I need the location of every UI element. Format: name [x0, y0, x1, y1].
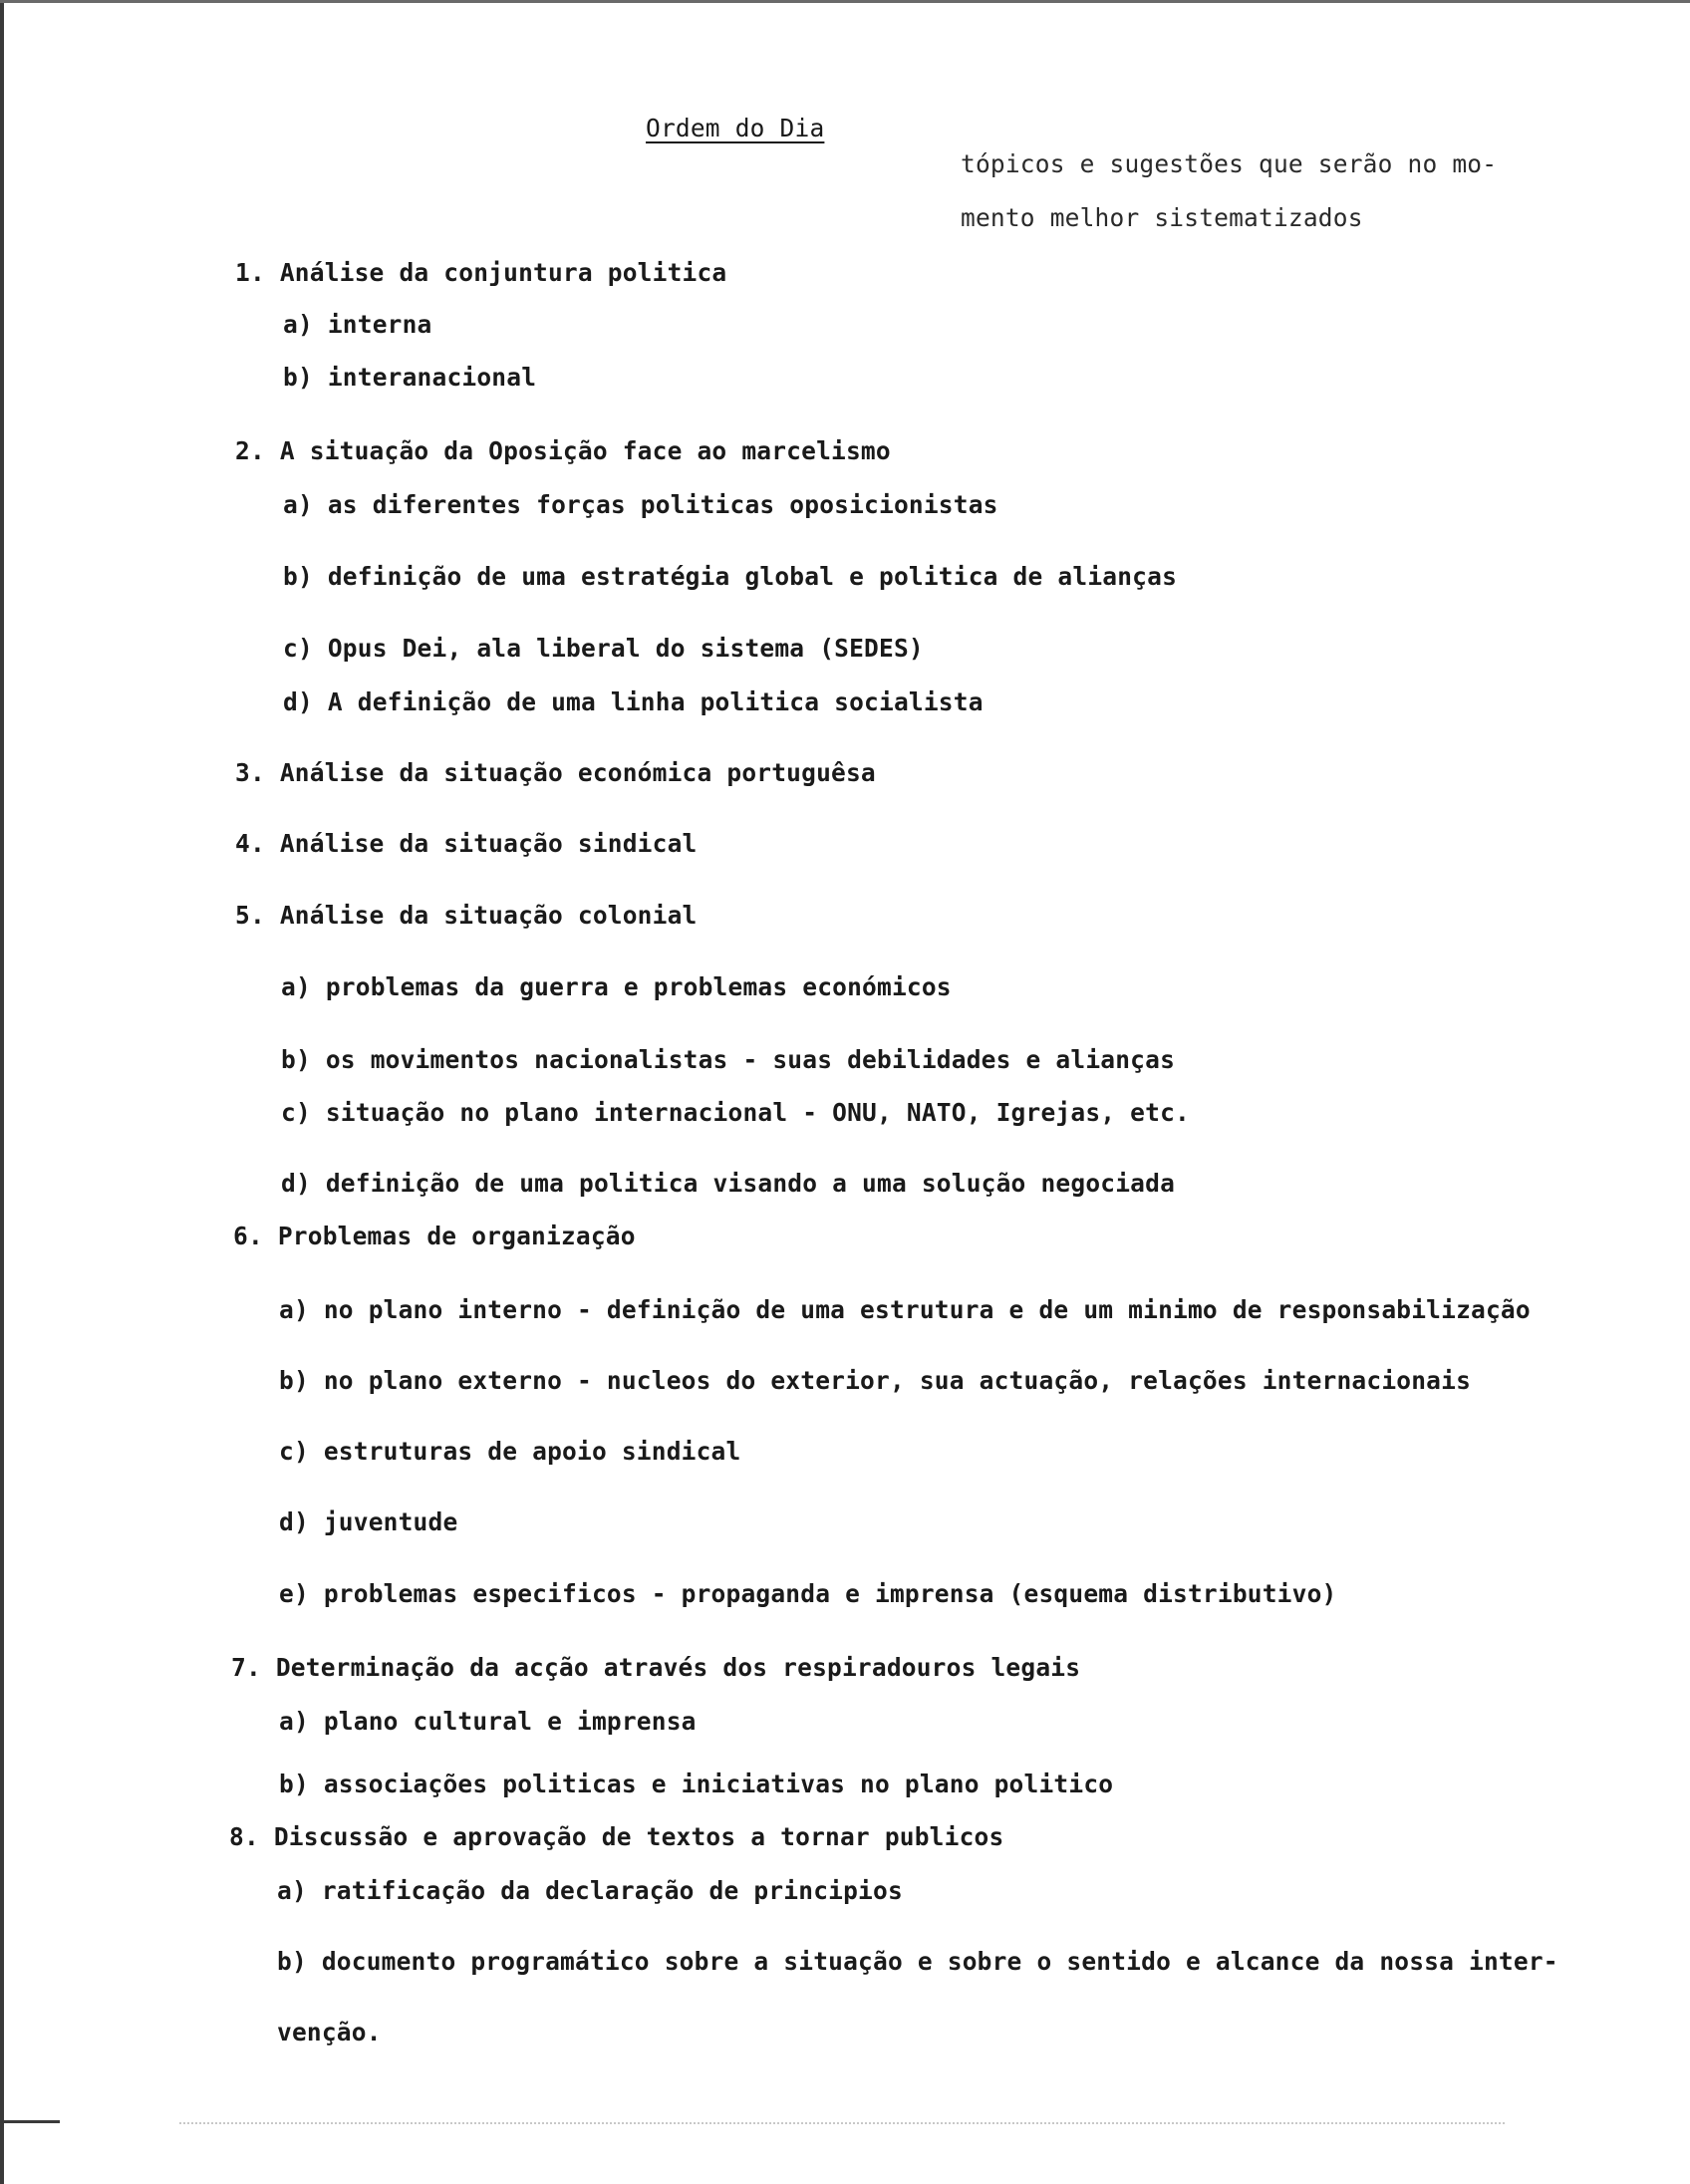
- scan-edge-top: [0, 0, 1690, 3]
- sub-item: a) no plano interno - definição de uma estrutura e de um minimo de responsabilização: [279, 1295, 1531, 1324]
- sub-item: a) plano cultural e imprensa: [279, 1707, 697, 1736]
- sub-item-continuation: venção.: [277, 2018, 382, 2047]
- note-line-1: tópicos e sugestões que serão no mo-: [961, 149, 1498, 178]
- item-text: Determinação da acção através dos respiradouros legais: [275, 1653, 1081, 1682]
- note-line-2: mento melhor sistematizados: [961, 203, 1363, 232]
- item-number: 1.: [235, 258, 265, 287]
- item-number: 3.: [235, 758, 265, 787]
- item-number: 6.: [233, 1222, 263, 1250]
- dotted-rule: [179, 2122, 1505, 2124]
- scan-edge-bottom: [0, 2120, 60, 2123]
- item-number: 8.: [229, 1822, 259, 1851]
- item-number: 5.: [235, 901, 265, 930]
- item-text: Discussão e aprovação de textos a tornar publicos: [273, 1822, 1004, 1851]
- item-number: 4.: [235, 829, 265, 858]
- item-text: Análise da situação colonial: [279, 901, 698, 930]
- sub-item: b) documento programático sobre a situação e sobre o sentido e alcance da nossa inter-: [277, 1947, 1558, 1976]
- sub-item: d) A definição de uma linha politica socialista: [283, 687, 984, 716]
- sub-item: b) interanacional: [283, 363, 537, 392]
- scan-edge-left: [0, 0, 4, 2184]
- item-text: Análise da situação sindical: [279, 829, 698, 858]
- sub-item: b) definição de uma estratégia global e politica de alianças: [283, 562, 1178, 591]
- agenda-item-7: [231, 1653, 1080, 1682]
- sub-item: c) Opus Dei, ala liberal do sistema (SEDES): [283, 634, 924, 663]
- agenda-item-2: [235, 436, 891, 465]
- sub-item: a) ratificação da declaração de principios: [277, 1876, 903, 1905]
- sub-item: a) interna: [283, 310, 432, 339]
- sub-item: a) problemas da guerra e problemas económicos: [281, 972, 952, 1001]
- sub-item: c) situação no plano internacional - ONU, NATO, Igrejas, etc.: [281, 1098, 1190, 1127]
- agenda-item-3: [235, 758, 876, 787]
- sub-item: d) juventude: [279, 1507, 458, 1536]
- agenda-item-1: [235, 258, 726, 287]
- item-number: 2.: [235, 436, 265, 465]
- sub-item: c) estruturas de apoio sindical: [279, 1437, 741, 1466]
- sub-item: a) as diferentes forças politicas oposicionistas: [283, 490, 998, 519]
- agenda-item-6: [233, 1222, 636, 1250]
- item-text: Análise da situação económica portuguêsa: [279, 758, 876, 787]
- item-text: A situação da Oposição face ao marcelismo: [279, 436, 891, 465]
- sub-item: d) definição de uma politica visando a uma solução negociada: [281, 1169, 1176, 1198]
- item-text: Análise da conjuntura politica: [279, 258, 727, 287]
- agenda-item-4: [235, 829, 697, 858]
- agenda-item-5: [235, 901, 697, 930]
- sub-item: b) no plano externo - nucleos do exterior, sua actuação, relações internacionais: [279, 1366, 1472, 1395]
- sub-item: e) problemas especificos - propaganda e imprensa (esquema distributivo): [279, 1579, 1337, 1608]
- sub-item: b) associações politicas e iniciativas no plano politico: [279, 1770, 1114, 1798]
- agenda-item-8: [229, 1822, 1003, 1851]
- page-title: Ordem do Dia: [646, 114, 825, 142]
- item-number: 7.: [231, 1653, 261, 1682]
- item-text: Problemas de organização: [277, 1222, 636, 1250]
- sub-item: b) os movimentos nacionalistas - suas debilidades e alianças: [281, 1045, 1176, 1074]
